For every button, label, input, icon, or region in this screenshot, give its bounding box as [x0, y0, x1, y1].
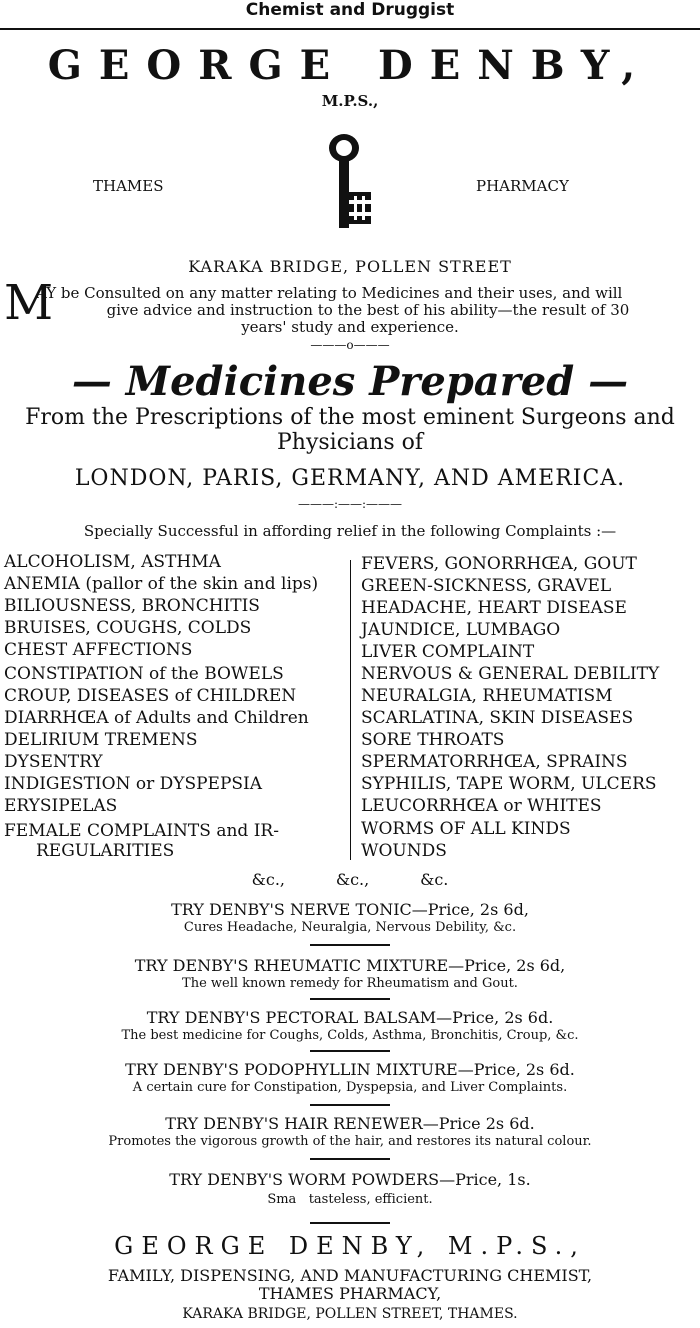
- product-description: Sma tasteless, efficient.: [267, 1192, 433, 1207]
- thames-label: THAMES: [93, 177, 164, 195]
- ornament-divider: ———o———: [310, 338, 390, 352]
- complaint-item: SCARLATINA, SKIN DISEASES: [361, 708, 634, 728]
- prescriptions-line-1: From the Prescriptions of the most eminent Surgeons and: [25, 405, 675, 430]
- complaint-item: BRUISES, COUGHS, COLDS: [4, 618, 252, 638]
- complaint-item: CHEST AFFECTIONS: [4, 640, 193, 660]
- complaint-item: WOUNDS: [361, 841, 447, 861]
- complaints-intro: Specially Successful in affording relief in the following Complaints :—: [83, 522, 617, 540]
- cities: LONDON, PARIS, GERMANY, AND AMERICA.: [74, 466, 626, 491]
- pharmacy-label: PHARMACY: [476, 177, 569, 195]
- complaint-item: JAUNDICE, LUMBAGO: [361, 620, 561, 640]
- qualification: M.P.S.,: [321, 92, 379, 110]
- product-description: Cures Headache, Neuralgia, Nervous Debility, &c.: [183, 920, 517, 935]
- product-title: TRY DENBY'S RHEUMATIC MIXTURE—Price, 2s 6d,: [134, 956, 566, 975]
- footer-line-1: FAMILY, DISPENSING, AND MANUFACTURING CHEMIST,: [107, 1266, 593, 1285]
- headline: — Medicines Prepared —: [71, 358, 629, 405]
- complaint-item: REGULARITIES: [36, 841, 175, 861]
- complaint-item: BILIOUSNESS, BRONCHITIS: [4, 596, 260, 616]
- product-title: TRY DENBY'S WORM POWDERS—Price, 1s.: [169, 1170, 531, 1189]
- drop-cap: M: [4, 275, 54, 331]
- product-description: Promotes the vigorous growth of the hair, and restores its natural colour.: [108, 1134, 592, 1149]
- publication-header: Chemist and Druggist: [245, 0, 455, 20]
- prescriptions-line-2: Physicians of: [276, 430, 424, 455]
- complaint-item: FEVERS, GONORRHŒA, GOUT: [361, 554, 637, 574]
- complaint-item: NEURALGIA, RHEUMATISM: [361, 686, 613, 706]
- product-separator: [310, 1222, 390, 1224]
- intro-line-1: AY be Consulted on any matter relating to Medicines and their uses, and will: [36, 284, 623, 302]
- complaint-item: ALCOHOLISM, ASTHMA: [4, 552, 221, 572]
- column-divider: [350, 560, 351, 860]
- advertiser-name: GEORGE DENBY,: [47, 42, 653, 89]
- complaint-item: LEUCORRHŒA or WHITES: [361, 796, 602, 816]
- complaint-item: WORMS OF ALL KINDS: [361, 819, 571, 839]
- complaint-item: DELIRIUM TREMENS: [4, 730, 198, 750]
- complaint-item: SYPHILIS, TAPE WORM, ULCERS: [361, 774, 657, 794]
- product-description: The best medicine for Coughs, Colds, Asthma, Bronchitis, Croup, &c.: [121, 1028, 579, 1043]
- complaint-item: DYSENTRY: [4, 752, 103, 772]
- complaint-item: SORE THROATS: [361, 730, 505, 750]
- complaint-item: LIVER COMPLAINT: [361, 642, 535, 662]
- etcetera: &c., &c., &c.: [251, 870, 449, 889]
- product-separator: [310, 944, 390, 946]
- complaint-item: FEMALE COMPLAINTS and IR-: [4, 821, 279, 841]
- footer-name: GEORGE DENBY, M.P.S.,: [114, 1232, 586, 1260]
- complaint-item: CROUP, DISEASES of CHILDREN: [4, 686, 297, 706]
- ornament-divider-2: ———:——:———: [297, 497, 403, 511]
- product-description: A certain cure for Constipation, Dyspepsia, and Liver Complaints.: [132, 1080, 568, 1095]
- complaint-item: ERYSIPELAS: [4, 796, 118, 816]
- complaint-item: CONSTIPATION of the BOWELS: [4, 664, 284, 684]
- complaint-item: NERVOUS & GENERAL DEBILITY: [361, 664, 660, 684]
- product-separator: [310, 1104, 390, 1106]
- product-title: TRY DENBY'S NERVE TONIC—Price, 2s 6d,: [171, 900, 529, 919]
- product-title: TRY DENBY'S PECTORAL BALSAM—Price, 2s 6d.: [146, 1008, 554, 1027]
- address: KARAKA BRIDGE, POLLEN STREET: [188, 257, 512, 276]
- complaint-item: HEADACHE, HEART DISEASE: [361, 598, 627, 618]
- complaint-item: GREEN-SICKNESS, GRAVEL: [361, 576, 612, 596]
- key-icon: [318, 132, 382, 236]
- complaint-item: DIARRHŒA of Adults and Children: [4, 708, 309, 728]
- product-separator: [310, 998, 390, 1000]
- top-rule: [0, 28, 700, 30]
- complaint-item: SPERMATORRHŒA, SPRAINS: [361, 752, 628, 772]
- intro-line-2: give advice and instruction to the best of his ability—the result of 30: [106, 301, 630, 319]
- product-separator: [310, 1050, 390, 1052]
- intro-line-3: years' study and experience.: [241, 318, 459, 336]
- product-title: TRY DENBY'S PODOPHYLLIN MIXTURE—Price, 2s 6d.: [125, 1060, 575, 1079]
- footer-line-3: KARAKA BRIDGE, POLLEN STREET, THAMES.: [182, 1306, 518, 1322]
- complaint-item: INDIGESTION or DYSPEPSIA: [4, 774, 263, 794]
- product-title: TRY DENBY'S HAIR RENEWER—Price 2s 6d.: [165, 1114, 535, 1133]
- product-separator: [310, 1158, 390, 1160]
- product-description: The well known remedy for Rheumatism and Gout.: [182, 976, 518, 991]
- footer-line-2: THAMES PHARMACY,: [258, 1284, 442, 1303]
- complaint-item: ANEMIA (pallor of the skin and lips): [4, 574, 319, 594]
